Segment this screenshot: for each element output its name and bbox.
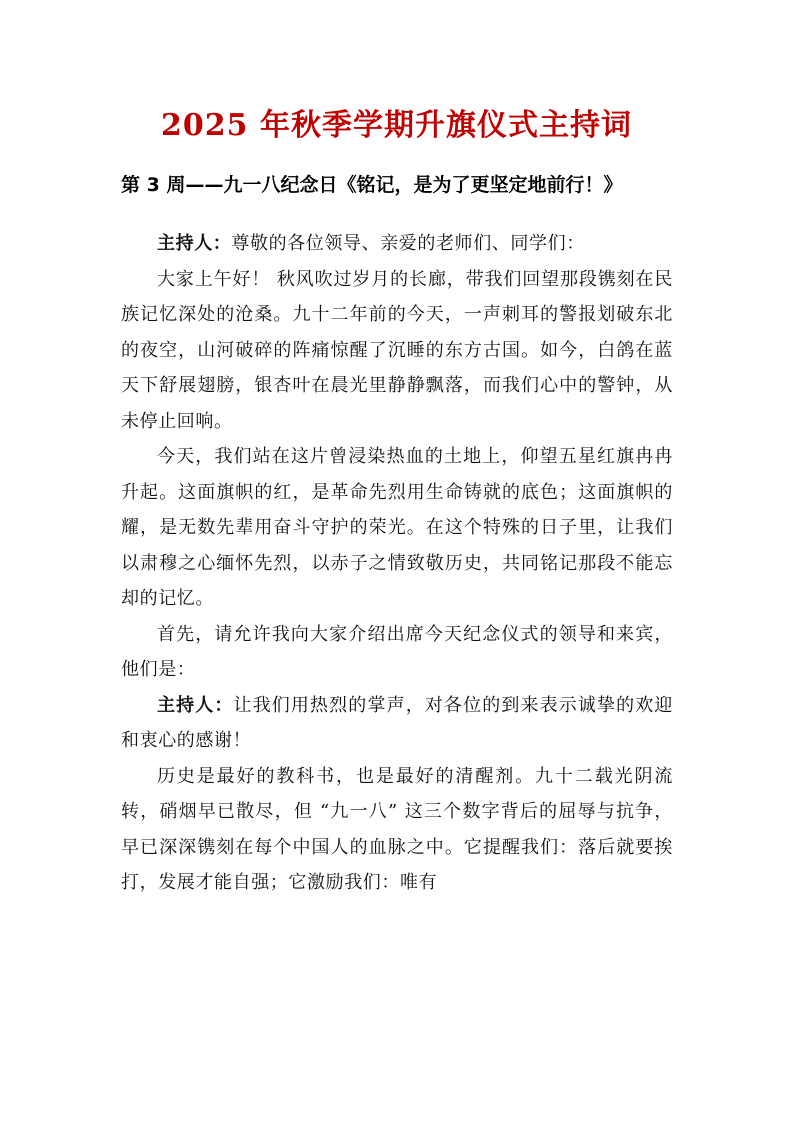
- paragraph-text: 首先，请允许我向大家介绍出席今天纪念仪式的领导和来宾，他们是：: [121, 623, 673, 680]
- paragraph-2: [121, 262, 673, 440]
- paragraph-text: 今天，我们站在这片曾浸染热血的土地上，仰望五星红旗冉冉升起。这面旗帜的红，是革命先烈用生命铸就的底色；这面旗帜的耀，是无数先辈用奋斗守护的荣光。在这个特殊的日子里，让我们以肃穆之心缅怀先烈，以赤子之情致敬历史，共同铭记那段不能忘却的记忆。: [121, 446, 673, 609]
- paragraph-6: [121, 759, 673, 901]
- paragraph-text: 历史是最好的教科书，也是最好的清醒剂。九十二载光阴流转，硝烟早已散尽，但 “九一八” 这三个数字背后的屈辱与抗争，早已深深镌刻在每个中国人的血脉之中。它提醒我们：落后就要挨打，发展才能自强；它激励我们：唯有: [121, 765, 673, 893]
- paragraph-5: [121, 688, 673, 759]
- document-subtitle: 第 3 周——九一八纪念日《铭记，是为了更坚定地前行！》: [121, 174, 623, 196]
- document-body: [121, 226, 673, 901]
- paragraph-4: [121, 617, 673, 688]
- speaker-label: 主持人：: [157, 233, 232, 254]
- document-title: 2025 年秋季学期升旗仪式主持词: [161, 108, 632, 143]
- speaker-label: 主持人：: [157, 694, 234, 716]
- paragraph-1: [121, 226, 673, 262]
- paragraph-text: 大家上午好！ 秋风吹过岁月的长廊，带我们回望那段镌刻在民族记忆深处的沧桑。九十二年前的今天，一声刺耳的警报划破东北的夜空，山河破碎的阵痛惊醒了沉睡的东方古国。如今，白鸽在蓝天下舒展翅膀，银杏叶在晨光里静静飘落，而我们心中的警钟，从未停止回响。: [121, 268, 673, 432]
- paragraph-text: 让我们用热烈的掌声，对各位的到来表示诚挚的欢迎和衷心的感谢！: [121, 694, 673, 751]
- paragraph-text: 尊敬的各位领导、亲爱的老师们、同学们：: [231, 233, 585, 254]
- paragraph-3: [121, 439, 673, 617]
